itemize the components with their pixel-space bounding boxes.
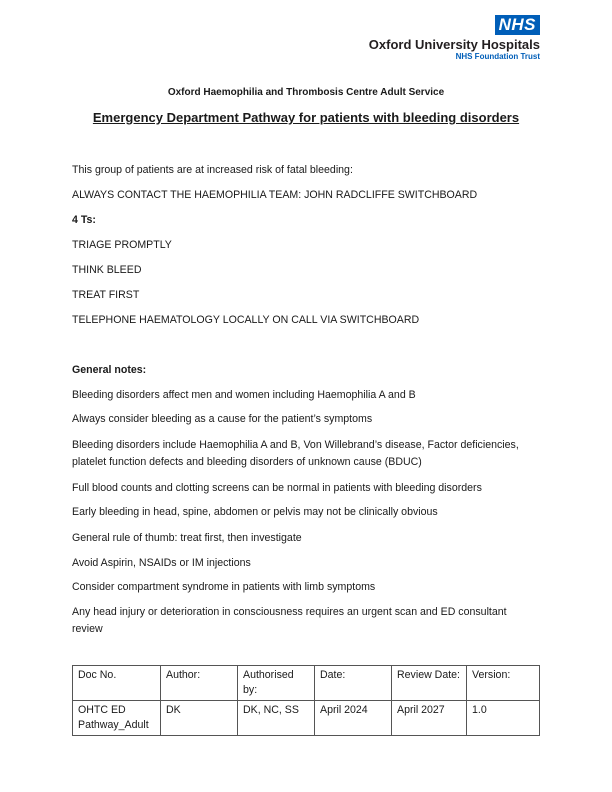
table-header-row — [73, 666, 540, 701]
table-header-cell: Author: — [161, 666, 238, 701]
table-cell: 1.0 — [467, 701, 540, 736]
table-cell: OHTC ED Pathway_Adult — [73, 701, 161, 736]
table-cell: DK — [161, 701, 238, 736]
note-item: Early bleeding in head, spine, abdomen or pelvis may not be clinically obvious — [72, 506, 438, 518]
table-header-cell: Date: — [315, 666, 392, 701]
ts-item: TELEPHONE HAEMATOLOGY LOCALLY ON CALL VIA SWITCHBOARD — [72, 314, 420, 326]
contact-instruction: ALWAYS CONTACT THE HAEMOPHILIA TEAM: JOHN RADCLIFFE SWITCHBOARD — [72, 189, 478, 201]
nhs-logo — [369, 15, 540, 62]
trust-name: NHS Foundation Trust — [455, 52, 540, 61]
intro-text: This group of patients are at increased risk of fatal bleeding: — [72, 164, 353, 176]
note-item: Consider compartment syndrome in patients with limb symptoms — [72, 581, 376, 593]
ts-item: TREAT FIRST — [72, 289, 140, 301]
table-row — [73, 701, 540, 736]
organisation-name: Oxford University Hospitals — [368, 37, 540, 52]
table-cell: April 2027 — [392, 701, 467, 736]
table-cell: DK, NC, SS — [238, 701, 315, 736]
ts-heading: 4 Ts: — [72, 214, 96, 226]
document-control-table — [72, 665, 540, 736]
page-title: Emergency Department Pathway for patients with bleeding disorders — [92, 110, 520, 125]
nhs-logo-mark: NHS — [495, 15, 540, 35]
note-item: Bleeding disorders include Haemophilia A and B, Von Willebrand’s disease, Factor deficiencies, platelet function defects and bleeding disorders of unknown cause (BDUC) — [72, 439, 519, 468]
note-item: Full blood counts and clotting screens can be normal in patients with bleeding disorders — [72, 482, 482, 494]
table-cell: April 2024 — [315, 701, 392, 736]
table-header-cell: Version: — [467, 666, 540, 701]
notes-heading: General notes: — [72, 364, 147, 376]
ts-item: THINK BLEED — [72, 264, 142, 276]
note-item: Avoid Aspirin, NSAIDs or IM injections — [72, 557, 251, 569]
note-item: Bleeding disorders affect men and women including Haemophilia A and B — [72, 389, 416, 401]
note-item: Any head injury or deterioration in consciousness requires an urgent scan and ED consultant review — [72, 606, 507, 635]
table-header-cell: Review Date: — [392, 666, 467, 701]
service-heading: Oxford Haemophilia and Thrombosis Centre Adult Service — [167, 87, 445, 98]
table-header-cell: Authorised by: — [238, 666, 315, 701]
note-item: Always consider bleeding as a cause for the patient’s symptoms — [72, 413, 373, 425]
note-item: General rule of thumb: treat first, then investigate — [72, 532, 302, 544]
ts-item: TRIAGE PROMPTLY — [72, 239, 172, 251]
table-header-cell: Doc No. — [73, 666, 161, 701]
